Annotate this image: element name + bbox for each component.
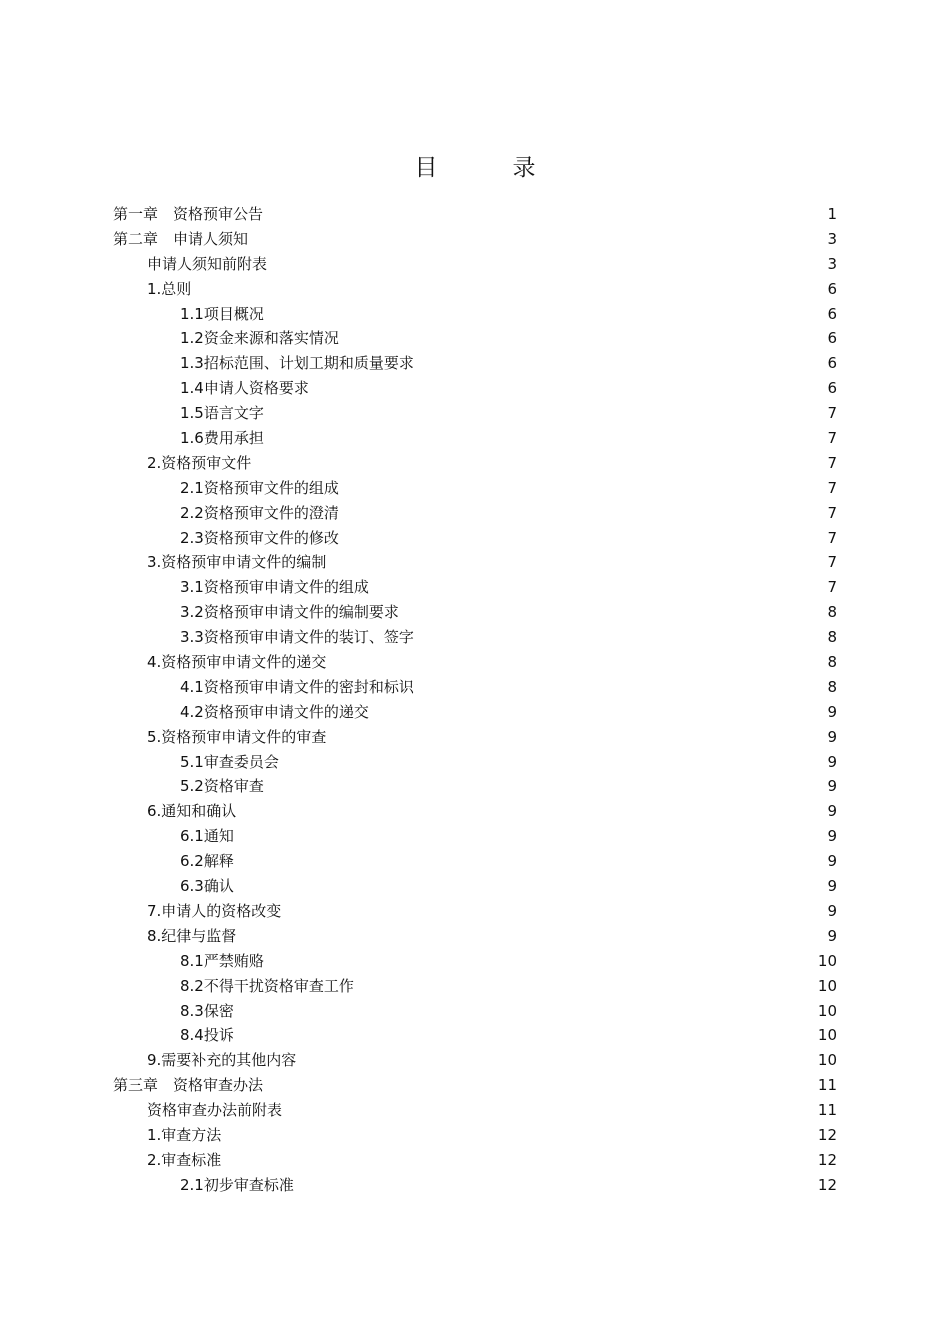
toc-entry-label: 资格审查办法前附表	[147, 1101, 283, 1120]
toc-page-number: 7	[827, 478, 837, 497]
toc-entry-label: 4.1资格预审申请文件的密封和标识	[180, 677, 414, 696]
toc-page-number: 9	[827, 802, 837, 821]
toc-entry[interactable]	[113, 1123, 837, 1148]
toc-entry[interactable]	[113, 1023, 837, 1048]
toc-page-number: 6	[827, 279, 837, 298]
toc-entry[interactable]	[113, 849, 837, 874]
toc-page-number: 12	[817, 1150, 837, 1169]
toc-page-number: 7	[827, 528, 837, 547]
toc-entry[interactable]	[113, 625, 837, 650]
toc-entry[interactable]	[113, 1148, 837, 1173]
toc-entry[interactable]	[113, 202, 837, 227]
toc-page-number: 11	[817, 1101, 837, 1120]
toc-entry[interactable]	[113, 600, 837, 625]
toc-entry-label: 6.3确认	[180, 877, 234, 896]
toc-entry-label: 2.3资格预审文件的修改	[180, 528, 339, 547]
toc-entry-label: 3.3资格预审申请文件的装订、签字	[180, 628, 414, 647]
toc-entry-label: 申请人须知前附表	[147, 254, 268, 273]
toc-page-number: 10	[817, 1001, 837, 1020]
toc-entry-label: 1.6费用承担	[180, 429, 264, 448]
toc-page-number: 6	[827, 329, 837, 348]
toc-page-number: 1	[827, 205, 837, 223]
toc-page-number: 7	[827, 429, 837, 448]
page-title: 目 录	[414, 155, 562, 181]
toc-entry-label: 2.2资格预审文件的澄清	[180, 503, 339, 522]
toc-page-number: 9	[827, 827, 837, 846]
toc-page-number: 9	[827, 702, 837, 721]
toc-page-number: 7	[827, 404, 837, 423]
toc-page-number: 9	[827, 877, 837, 896]
toc-entry[interactable]	[113, 326, 837, 351]
toc-entry-label: 2.审查标准	[147, 1150, 222, 1169]
toc-entry[interactable]	[113, 799, 837, 824]
toc-entry-label: 5.1审查委员会	[180, 752, 279, 771]
toc-page-number: 10	[817, 976, 837, 995]
toc-entry-label: 3.1资格预审申请文件的组成	[180, 578, 369, 597]
toc-page-number: 6	[827, 379, 837, 398]
toc-entry-label: 1.1项目概况	[180, 304, 264, 323]
toc-page-number: 8	[827, 653, 837, 672]
toc-entry[interactable]	[113, 650, 837, 675]
toc-page-number: 6	[827, 354, 837, 373]
toc-entry[interactable]	[113, 675, 837, 700]
toc-entry[interactable]	[113, 227, 837, 252]
table-of-contents	[113, 202, 837, 1198]
toc-page-number: 7	[827, 503, 837, 522]
toc-entry[interactable]	[113, 1073, 837, 1098]
toc-entry[interactable]	[113, 725, 837, 750]
toc-entry-label: 2.1资格预审文件的组成	[180, 478, 339, 497]
toc-page-number: 9	[827, 752, 837, 771]
toc-page-number: 10	[817, 951, 837, 970]
toc-entry[interactable]	[113, 501, 837, 526]
toc-entry[interactable]	[113, 899, 837, 924]
toc-entry[interactable]	[113, 302, 837, 327]
toc-page-number: 7	[827, 578, 837, 597]
toc-page-number: 12	[817, 1175, 837, 1194]
toc-entry-label: 8.1严禁贿赂	[180, 951, 264, 970]
toc-entry[interactable]	[113, 351, 837, 376]
toc-page-number: 9	[827, 727, 837, 746]
toc-entry[interactable]	[113, 1098, 837, 1123]
toc-page-number: 8	[827, 677, 837, 696]
toc-entry[interactable]	[113, 974, 837, 999]
toc-entry-label: 第三章 资格审查办法	[113, 1076, 264, 1095]
toc-entry[interactable]	[113, 376, 837, 401]
toc-page-number: 10	[817, 1051, 837, 1070]
toc-entry[interactable]	[113, 277, 837, 302]
toc-page-number: 7	[827, 553, 837, 572]
toc-entry-label: 8.2不得干扰资格审查工作	[180, 976, 354, 995]
toc-entry-label: 1.3招标范围、计划工期和质量要求	[180, 354, 414, 373]
toc-entry-label: 5.2资格审查	[180, 777, 264, 796]
toc-entry-label: 8.4投诉	[180, 1026, 234, 1045]
toc-entry[interactable]	[113, 451, 837, 476]
toc-entry[interactable]	[113, 1048, 837, 1073]
toc-entry-label: 1.5语言文字	[180, 404, 264, 423]
toc-entry-label: 2.资格预审文件	[147, 453, 252, 472]
toc-entry[interactable]	[113, 874, 837, 899]
toc-page-number: 9	[827, 852, 837, 871]
toc-entry-label: 2.1初步审查标准	[180, 1175, 294, 1194]
toc-entry-label: 1.审查方法	[147, 1125, 222, 1144]
toc-entry-label: 6.2解释	[180, 852, 234, 871]
toc-entry[interactable]	[113, 252, 837, 277]
toc-entry[interactable]	[113, 1173, 837, 1198]
toc-entry[interactable]	[113, 476, 837, 501]
toc-page-number: 11	[817, 1076, 837, 1095]
toc-entry-label: 第二章 申请人须知	[113, 229, 249, 248]
toc-entry-label: 3.资格预审申请文件的编制	[147, 553, 327, 572]
toc-entry[interactable]	[113, 999, 837, 1024]
toc-entry-label: 5.资格预审申请文件的审查	[147, 727, 327, 746]
toc-page-number: 3	[827, 254, 837, 273]
toc-entry-label: 1.2资金来源和落实情况	[180, 329, 339, 348]
toc-page-number: 8	[827, 628, 837, 647]
toc-entry-label: 1.4申请人资格要求	[180, 379, 309, 398]
toc-entry-label: 8.3保密	[180, 1001, 234, 1020]
toc-entry-label: 3.2资格预审申请文件的编制要求	[180, 603, 399, 622]
toc-entry-label: 1.总则	[147, 279, 192, 298]
toc-entry-label: 6.通知和确认	[147, 802, 237, 821]
toc-entry[interactable]	[113, 924, 837, 949]
toc-entry[interactable]	[113, 700, 837, 725]
toc-page-number: 8	[827, 603, 837, 622]
toc-entry[interactable]	[113, 526, 837, 551]
toc-entry[interactable]	[113, 401, 837, 426]
toc-entry[interactable]	[113, 750, 837, 775]
toc-page-number: 9	[827, 901, 837, 920]
toc-entry[interactable]	[113, 949, 837, 974]
toc-page-number: 9	[827, 926, 837, 945]
toc-page-number: 10	[817, 1026, 837, 1045]
toc-entry-label: 第一章 资格预审公告	[113, 205, 264, 223]
toc-entry-label: 9.需要补充的其他内容	[147, 1051, 297, 1070]
toc-page-number: 12	[817, 1125, 837, 1144]
toc-entry[interactable]	[113, 575, 837, 600]
toc-entry-label: 4.2资格预审申请文件的递交	[180, 702, 369, 721]
toc-entry[interactable]	[113, 824, 837, 849]
toc-entry-label: 4.资格预审申请文件的递交	[147, 653, 327, 672]
toc-entry[interactable]	[113, 774, 837, 799]
toc-page-number: 9	[827, 777, 837, 796]
toc-entry-label: 7.申请人的资格改变	[147, 901, 282, 920]
toc-entry-label: 8.纪律与监督	[147, 926, 237, 945]
toc-page-number: 6	[827, 304, 837, 323]
toc-page-number: 3	[827, 229, 837, 248]
toc-page-number: 7	[827, 453, 837, 472]
toc-entry-label: 6.1通知	[180, 827, 234, 846]
toc-entry[interactable]	[113, 426, 837, 451]
toc-entry[interactable]	[113, 550, 837, 575]
